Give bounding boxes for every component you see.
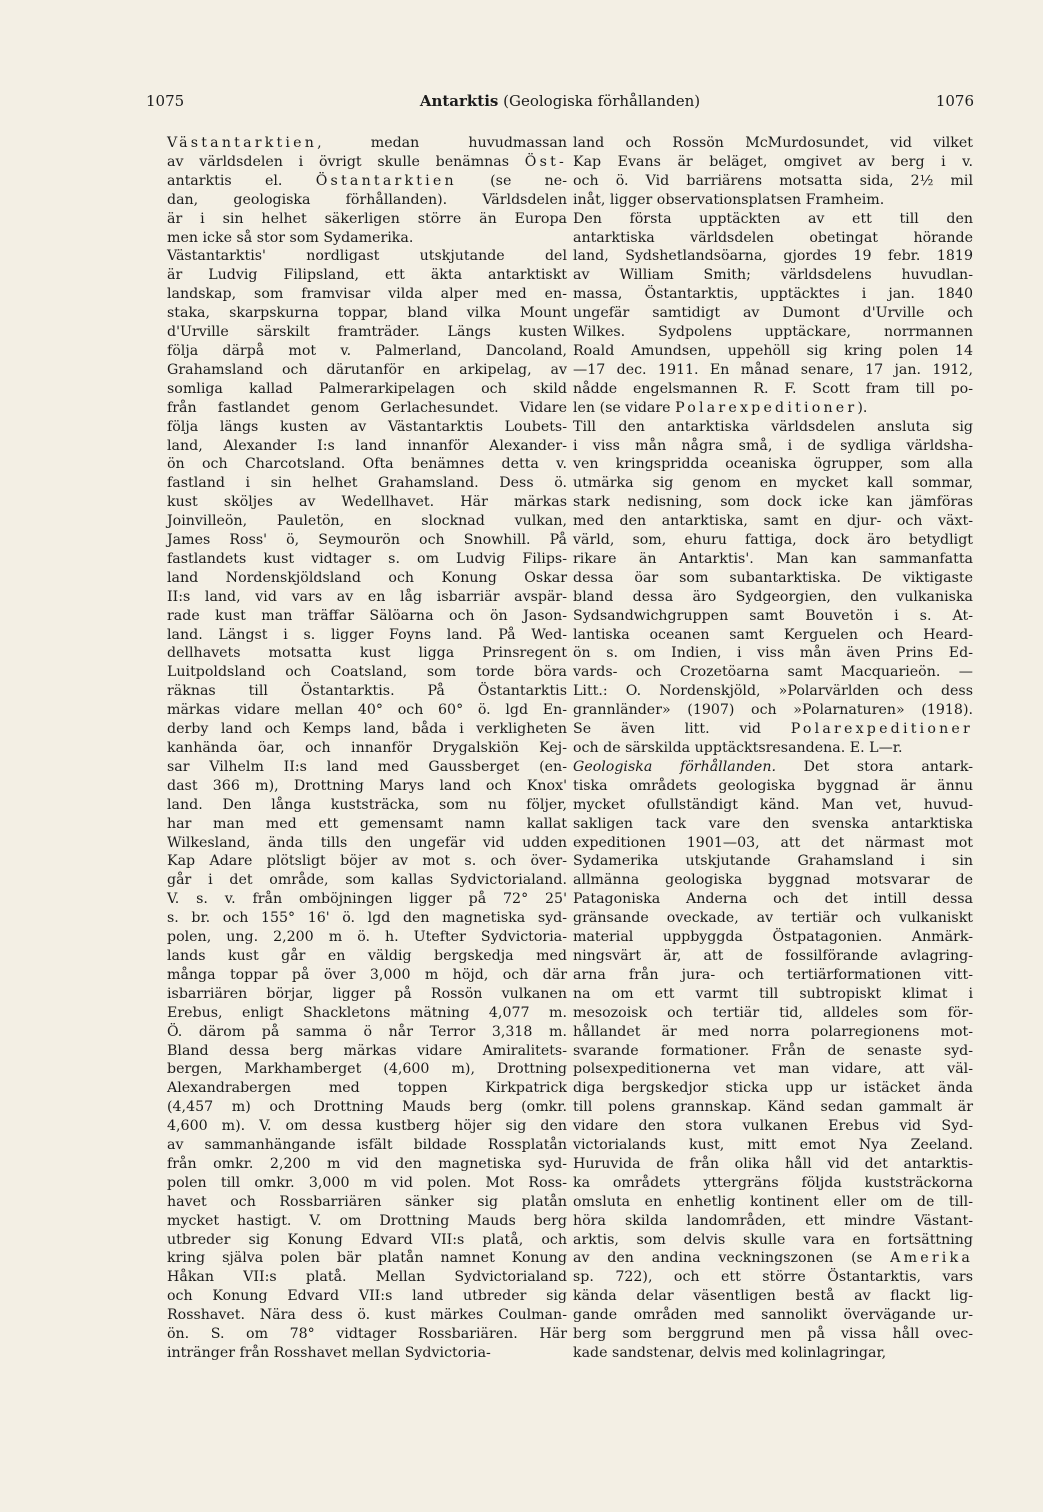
text-line: Sydsandwichgruppen samt Bouvetön i s. At- [573,607,973,624]
text-line: av den andina veckningszonen (se Amerika [573,1250,973,1267]
text-line: sar Vilhelm II:s land med Gaussberget (en- [167,758,567,775]
text-line: land och Rossön McMurdosundet, vid vilket [573,135,973,151]
emphasized-term: Polarexpeditioner [790,721,973,738]
text-line: somliga kallad Palmerarkipelagen och skild [167,380,567,397]
text-line: II:s land, vid vars av en låg isbarriär avspär- [167,588,567,605]
text-line: bergen, Markhamberget (4,600 m), Drottning [167,1061,567,1078]
text-line: dan, geologiska förhållanden). Världsdelen [167,191,567,208]
text-line: expeditionen 1901—03, att det närmast mot [573,834,973,851]
text-line: vards- och Crozetöarna samt Macquarieön. — [573,664,973,681]
text-line: vidare den stora vulkanen Erebus vid Syd- [573,1118,973,1135]
text-line: mycket hastigt. V. om Drottning Mauds berg [167,1212,567,1229]
text-line: nådde engelsmannen R. F. Scott fram till po- [573,380,973,397]
text-line: följa längs kusten av Västantarktis Loubets- [167,418,567,435]
text-line: märkas vidare mellan 40° och 60° ö. lgd En- [167,702,567,719]
text-line: Geologiska förhållanden. Det stora antark- [573,758,973,775]
text-line: James Ross' ö, Seymourön och Snowhill. På [167,532,567,549]
emphasized-term: Amerika [890,1250,973,1267]
text-line: ungefär samtidigt av Dumont d'Urville och [573,305,973,322]
text-line: material uppbyggda Östpatagonien. Anmärk- [573,929,973,946]
text-line: land Nordenskjöldsland och Konung Oskar [167,569,567,586]
text-line: landskap, som framvisar vilda alper med en- [167,286,567,303]
running-title-bold: Antarktis [419,92,499,110]
text-line: Grahamsland och därutanför en arkipelag, av [167,361,567,378]
text-line: antarktis el. Östantarktien (se ne- [167,172,567,189]
text-line: utmärka sig genom en mycket kall sommar, [573,475,973,492]
text-line: från omkr. 2,200 m vid den magnetiska syd- [167,1155,567,1172]
text-line: rikare än Antarktis'. Man kan sammanfatta [573,550,973,567]
emphasized-term: Öst- [524,153,567,170]
text-line: sp. 722), och ett större Östantarktis, vars [573,1269,973,1286]
text-line: mesozoisk och tertiär tid, alldeles som för- [573,1004,973,1021]
text-line: av världsdelen i övrigt skulle benämnas Öst- [167,153,567,170]
text-line: berg som berggrund men på vissa håll ovec- [573,1326,973,1343]
text-line: utbreder sig Konung Edvard VII:s platå, och [167,1231,567,1248]
running-title-rest: (Geologiska förhållanden) [498,92,701,110]
text-line: av sammanhängande isfält bildade Rossplatån [167,1137,567,1154]
text-line: Joinvilleön, Pauletön, en slocknad vulkan, [167,513,567,530]
text-line: Wilkes. Sydpolens upptäckare, norrmannen [573,324,973,341]
text-line: ningsvärt är, att de fossilförande avlagring- [573,947,973,964]
text-line: Kap Adare plötsligt böjer av mot s. och över- [167,853,567,870]
text-line: Wilkesland, ända tills den ungefär vid udden [167,834,567,851]
left-text-column [167,134,567,1363]
text-line: har man med ett gemensamt namn kallat [167,815,567,832]
text-line: allmänna geologiska byggnad motsvarar de [573,872,973,889]
text-line: Litt.: O. Nordenskjöld, »Polarvärlden och dess [573,683,973,700]
emphasized-term: Polarexpeditioner [675,399,858,416]
text-line: ka områdets yttergräns följda kuststräckorna [573,1174,973,1191]
text-line: omsluta en enhetlig kontinent eller om de till- [573,1193,973,1210]
text-line: rade kust man träffar Sälöarna och ön Jason- [167,607,567,624]
text-line: kanhända öar, och innanför Drygalskiön Kej- [167,740,567,756]
text-line: polsexpeditionerna vet man vidare, att väl- [573,1061,973,1078]
text-line: ön. S. om 78° vidtager Rossbariären. Här [167,1326,567,1343]
text-line: land, Alexander I:s land innanför Alexander- [167,437,567,454]
text-line: d'Urville särskilt framträder. Längs kusten [167,324,567,341]
text-line: och Konung Edvard VII:s land utbreder sig [167,1288,567,1305]
text-line: grannländer» (1907) och »Polarnaturen» (1918). [573,702,973,719]
text-line: derby land och Kemps land, båda i verkligheten [167,721,567,738]
text-line: sakligen tack vare den svenska antarktiska [573,815,973,832]
text-line: mycket ofullständigt känd. Man vet, huvud- [573,796,973,813]
text-line: Alexandrabergen med toppen Kirkpatrick [167,1080,567,1097]
text-line: är i sin helhet säkerligen större än Europa [167,210,567,227]
text-line: antarktiska världsdelen obetingat hörande [573,229,973,246]
text-line: och ö. Vid barriärens motsatta sida, 2½ mil [573,172,973,189]
text-line: höra skilda landområden, ett mindre Västant- [573,1212,973,1229]
text-line: lantiska oceanen samt Kerguelen och Heard- [573,626,973,643]
text-line: (4,457 m) och Drottning Mauds berg (omkr. [167,1099,567,1116]
text-line: land. Längst i s. ligger Foyns land. På Wed- [167,626,567,643]
text-line: många toppar på över 3,000 m höjd, och där [167,966,567,983]
page-header [146,92,974,118]
text-line: Roald Amundsen, uppehöll sig kring polen 14 [573,342,973,359]
text-line: går i det område, som kallas Sydvictorialand. [167,872,567,889]
emphasized-term: Västantarktien [167,135,318,151]
text-line: land, Sydshetlandsöarna, gjordes 19 febr. 1819 [573,248,973,265]
text-line: inåt, ligger observationsplatsen Framheim. [573,191,885,208]
text-line: gränsande oveckade, av tertiär och vulkaniskt [573,910,973,927]
text-line: med den antarktiska, samt en djur- och växt- [573,513,973,530]
text-line: bland dessa äro Sydgeorgien, den vulkaniska [573,588,973,605]
text-line: fastland i sin helhet Grahamsland. Dess ö. [167,475,567,492]
text-line: massa, Östantarktis, upptäcktes i jan. 1840 [573,286,973,303]
text-line: kade sandstenar, delvis med kolinlagringar, [573,1345,887,1361]
text-line: är Ludvig Filipsland, ett äkta antarktiskt [167,267,567,284]
text-line: gande områden med sannolikt övervägande ur- [573,1307,973,1324]
text-line: ven kringspridda oceaniska ögrupper, som alla [573,456,973,473]
text-line: arna från jura- och tertiärformationen vitt- [573,966,973,983]
text-line: diga bergskedjor sticka upp ur istäcket ända [573,1080,973,1097]
text-line: land. Den långa kuststräcka, som nu följer, [167,796,567,813]
text-line: dast 366 m), Drottning Marys land och Knox' [167,777,567,794]
text-line: Luitpoldsland och Coatsland, som torde böra [167,664,567,681]
text-line: kända delar väsentligen bestå av flackt lig- [573,1288,973,1305]
text-line: i viss mån några små, i de sydliga världsha- [573,437,973,454]
text-line: från fastlandet genom Gerlachesundet. Vidare [167,399,567,416]
text-line: staka, skarpskurna toppar, bland vilka Mount [167,305,567,322]
text-line: kring själva polen bär platån namnet Konung [167,1250,567,1267]
text-line: ön s. om Indien, i viss mån även Prins Ed- [573,645,973,662]
text-line: Sydamerika utskjutande Grahamsland i sin [573,853,973,870]
text-line: Västantarktis' nordligast utskjutande del [167,248,567,265]
text-line: värld, som, ehuru fattiga, dock äro betydligt [573,532,973,549]
text-line: ön och Charcotsland. Ofta benämnes detta v. [167,456,567,473]
text-line: Västantarktien, medan huvudmassan [167,135,567,151]
text-line: och de särskilda upptäcktsresandena. E. L—r. [573,740,903,756]
text-line: Rosshavet. Nära dess ö. kust märkes Coulman- [167,1307,567,1324]
text-line: arktis, som delvis skulle vara en fortsättning [573,1231,973,1248]
text-line: dellhavets motsatta kust ligga Prinsregent [167,645,567,662]
text-line: följa därpå mot v. Palmerland, Dancoland, [167,342,567,359]
emphasized-term: Östantarktien [315,172,457,189]
text-line: na om ett varmt till subtropiskt klimat i [573,985,973,1002]
emphasized-term: Geologiska förhållanden. [573,758,776,775]
text-line: len (se vidare Polarexpeditioner). [573,399,868,416]
text-line: dessa öar som subantarktiska. De viktigaste [573,569,973,586]
text-line: Ö. därom på samma ö når Terror 3,318 m. [167,1023,567,1040]
text-line: Kap Evans är beläget, omgivet av berg i v. [573,153,973,170]
text-line: Den första upptäckten av ett till den [573,210,973,227]
text-line: till polens grannskap. Känd sedan gammalt är [573,1099,973,1116]
text-line: polen till omkr. 3,000 m vid polen. Mot Ross- [167,1174,567,1191]
text-line: 4,600 m). V. om dessa kustberg höjer sig den [167,1118,567,1135]
page-number-right: 1076 [935,92,974,110]
text-line: räknas till Östantarktis. På Östantarktis [167,683,567,700]
text-line: stark nedisning, som dock icke kan jämföras [573,494,973,511]
text-line: fastlandets kust vidtager s. om Ludvig Filips- [167,550,567,567]
text-line: svarande formationer. Från de senaste syd- [573,1042,973,1059]
text-line: isbarriären börjar, ligger på Rossön vulkanen [167,985,567,1002]
text-line: Se även litt. vid Polarexpeditioner [573,721,973,738]
running-title [146,92,974,110]
page-number-left: 1075 [146,92,185,110]
text-line: av William Smith; världsdelens huvudlan- [573,267,973,284]
text-line: polen, ung. 2,200 m ö. h. Utefter Sydvictoria- [167,929,567,946]
right-text-column [573,134,973,1363]
text-line: Huruvida de från olika håll vid det antarktis- [573,1155,973,1172]
text-line: Till den antarktiska världsdelen ansluta sig [573,418,973,435]
text-line: tiska områdets geologiska byggnad är ännu [573,777,973,794]
text-line: victorialands kust, mitt emot Nya Zeeland. [573,1137,973,1154]
text-line: s. br. och 155° 16' ö. lgd den magnetiska syd- [167,910,567,927]
text-line: hållandet är med norra polarregionens mot- [573,1023,973,1040]
text-line: intränger från Rosshavet mellan Sydvictoria- [167,1345,491,1361]
text-line: men icke så stor som Sydamerika. [167,229,414,246]
text-line: Bland dessa berg märkas vidare Amiralitets- [167,1042,567,1059]
text-line: Erebus, enligt Shackletons mätning 4,077 m. [167,1004,567,1021]
text-line: kust sköljes av Wedellhavet. Här märkas [167,494,567,511]
text-line: lands kust går en väldig bergskedja med [167,947,567,964]
text-line: V. s. v. från omböjningen ligger på 72° 25' [167,891,567,908]
text-line: Patagoniska Anderna och det intill dessa [573,891,973,908]
text-line: Håkan VII:s platå. Mellan Sydvictorialand [167,1269,567,1286]
text-line: —17 dec. 1911. En månad senare, 17 jan. 1912, [573,361,973,378]
text-line: havet och Rossbarriären sänker sig platån [167,1193,567,1210]
